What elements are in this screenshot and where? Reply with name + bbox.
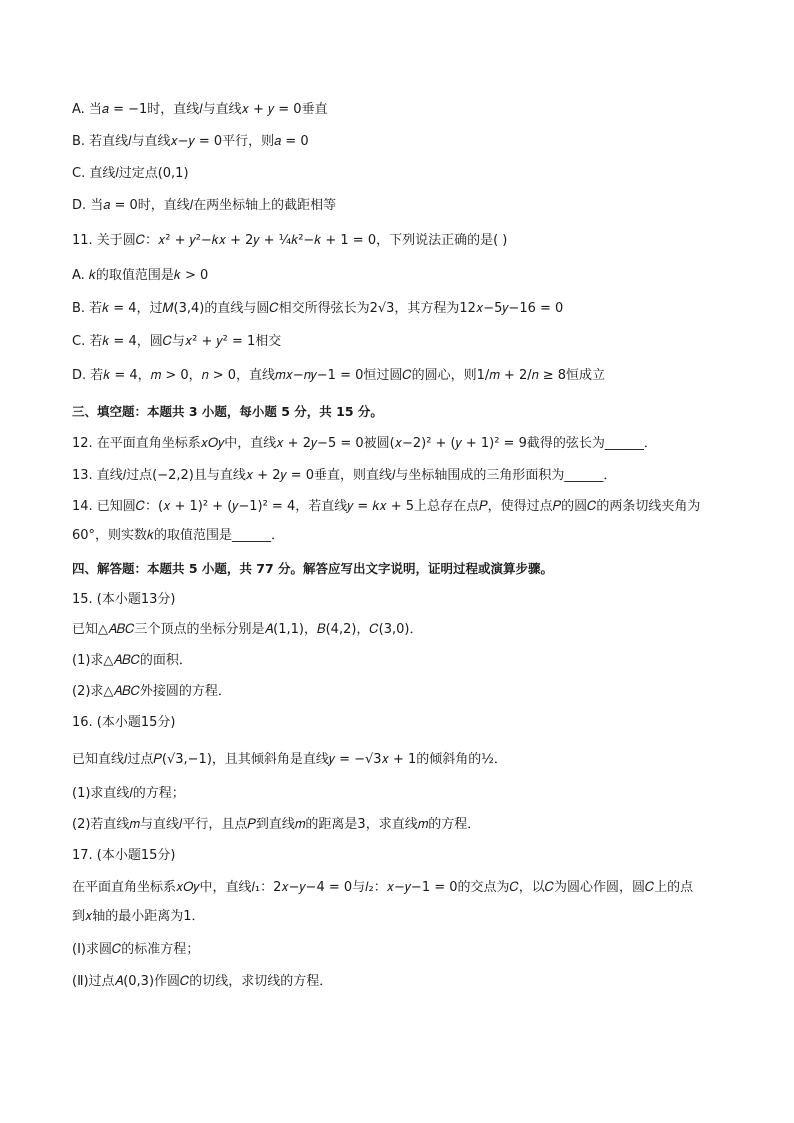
option-11c: C. 若𝑘 = 4，圆𝐶与𝑥² + 𝑦² = 1相交 [72,334,282,349]
option-10a: A. 当𝑎 = −1时，直线𝑙与直线𝑥 + 𝑦 = 0垂直 [72,102,328,117]
question-15-stem: 已知△𝐴𝐵𝐶三个顶点的坐标分别是𝐴(1,1)，𝐵(4,2)，𝐶(3,0)． [72,622,423,637]
question-16-stem: 已知直线𝑙过点𝑃(√3,−1)，且其倾斜角是直线𝑦 = −√3𝑥 + 1的倾斜角的½． [72,752,507,767]
question-17-stem-line2: 到𝑥轴的最小距离为1． [72,909,205,924]
section-fill-in: 三、填空题：本题共 3 小题，每小题 5 分，共 15 分。 [72,404,383,419]
section-answers: 四、解答题：本题共 5 小题，共 77 分。解答应写出文字说明，证明过程或演算步骤。 [72,561,554,576]
question-17-header: 17. (本小题15分) [72,848,176,863]
question-17-part1: (Ⅰ)求圆𝐶的标准方程； [72,942,200,957]
option-10d: D. 当𝑎 = 0时，直线𝑙在两坐标轴上的截距相等 [72,198,337,213]
option-11b: B. 若𝑘 = 4，过𝑀(3,4)的直线与圆𝐶相交所得弦长为2√3，其方程为12𝑥−5𝑦−16 = 0 [72,301,564,316]
question-15-part2: (2)求△𝐴𝐵𝐶外接圆的方程． [72,684,231,699]
question-14-line1: 14. 已知圆𝐶：(𝑥 + 1)² + (𝑦−1)² = 4，若直线𝑦 = 𝑘𝑥 + 5上总存在点𝑃，使得过点𝑃的圆𝐶的两条切线夹角为 [72,499,701,514]
question-17-part2: (Ⅱ)过点𝐴(0,3)作圆𝐶的切线，求切线的方程． [72,974,333,989]
option-11a: A. 𝑘的取值范围是𝑘 > 0 [72,268,209,283]
question-15-header: 15. (本小题13分) [72,592,176,607]
question-16-part1: (1)求直线𝑙的方程； [72,786,185,801]
question-11: 11. 关于圆𝐶：𝑥² + 𝑦²−𝑘𝑥 + 2𝑦 + ¼𝑘²−𝑘 + 1 = 0，下列说法正确的是( ) [72,233,508,248]
option-11d: D. 若𝑘 = 4，𝑚 > 0，𝑛 > 0，直线𝑚𝑥−𝑛𝑦−1 = 0恒过圆𝐶的圆心，则1/𝑚 + 2/𝑛 ≥ 8恒成立 [72,368,606,383]
question-16-part2: (2)若直线𝑚与直线𝑙平行，且点𝑃到直线𝑚的距离是3，求直线𝑚的方程． [72,817,481,832]
question-17-stem-line1: 在平面直角坐标系𝑥𝑂𝑦中，直线𝑙₁：2𝑥−𝑦−4 = 0与𝑙₂：𝑥−𝑦−1 = 0的交点为𝐶，以𝐶为圆心作圆，圆𝐶上的点 [72,880,694,895]
question-14-line2: 60°，则实数𝑘的取值范围是______． [72,528,284,543]
question-13: 13. 直线𝑙过点(−2,2)且与直线𝑥 + 2𝑦 = 0垂直，则直线𝑙与坐标轴围成的三角形面积为______． [72,468,617,483]
option-10c: C. 直线𝑙过定点(0,1) [72,166,189,181]
option-10b: B. 若直线𝑙与直线𝑥−𝑦 = 0平行，则𝑎 = 0 [72,134,309,149]
question-12: 12. 在平面直角坐标系𝑥𝑂𝑦中，直线𝑥 + 2𝑦−5 = 0被圆(𝑥−2)² + (𝑦 + 1)² = 9截得的弦长为______． [72,436,657,451]
question-15-part1: (1)求△𝐴𝐵𝐶的面积． [72,653,192,668]
question-16-header: 16. (本小题15分) [72,715,176,730]
